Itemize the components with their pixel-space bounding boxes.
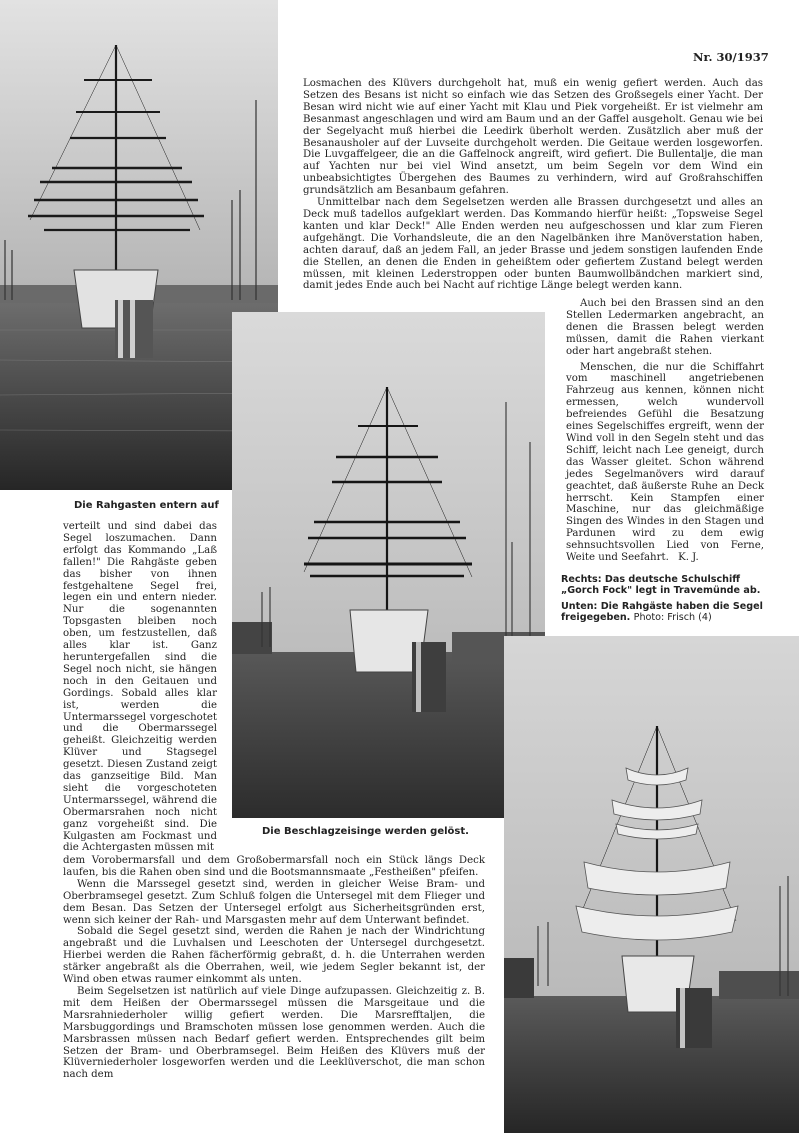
- text-block-left: [63, 521, 217, 854]
- paragraph: Sobald die Segel gesetzt sind, werden die Rahen je nach der Windrichtung angebraßt und die Luvhalsen und Leeschoten der Untersegel durchgesetzt. Hierbei werden die Rahen fächerförmig gebraßt, d. h. die Unterrahen werden stärker angebraßt als die Oberrahen, weil, wie jedem Segler bekannt ist, der Wind oben etwas raumer einkommt als unten.: [63, 926, 485, 986]
- caption-beschlagzeisinge: Die Beschlagzeisinge werden gelöst.: [262, 826, 469, 837]
- paragraph: Unmittelbar nach dem Segelsetzen werden alle Brassen durchgesetzt und alles an Deck muß tadellos aufgeklart werden. Das Kommando hierfür heißt: „Topsweise Segel kanten und klar Deck!" Alle Enden werden neu aufgeschossen und klar zum Fieren aufgehängt. Die Vorhandsleute, die an den Nagelbänken ihre Manöverstation haben, achten darauf, daß an jedem Fall, an jeder Brasse und jedem sonstigen laufenden Ende die Stellen, an denen die Enden in geheißtem oder gefiertem Zustand belegt werden müssen, mit kleinen Lederstroppen oder bunten Baumwollbändchen markiert sind, damit jedes Ende auch bei Nacht auf richtige Länge belegt werden kann.: [303, 197, 763, 292]
- photo-beschlagzeisinge: [232, 312, 545, 818]
- paragraph: Wenn die Marssegel gesetzt sind, werden in gleicher Weise Bram- und Oberbramsegel gesetzt. Zum Schluß folgen die Untersegel mit dem Flieger und dem Besan. Das Setzen der Untersegel erfolgt aus Sicherheitsgründen erst, wenn sich keiner der Rah- und Marsgasten mehr auf dem Unterwant befindet.: [63, 878, 485, 926]
- caption-rechts: Rechts: Das deutsche Schulschiff „Gorch Fock" legt in Travemünde ab.: [561, 574, 761, 596]
- paragraph-text: Menschen, die nur die Schiffahrt vom maschinell angetriebenen Fahrzeug aus kennen, können nicht ermessen, welch wundervoll befreiendes Gefühl die Besatzung eines Segelschiffes ergreift, wenn der Wind voll in den Segeln steht und das Schiff, leicht nach Lee geneigt, durch das Wasser gleitet. Schon während jedes Segelmanövers wird darauf geachtet, daß äußerste Ruhe an Deck herrscht. Kein Stampfen einer Maschine, nur das gleichmäßige Singen des Windes in den Stagen und Pardunen wird zu dem ewig sehnsuchtsvollen Lied von Ferne, Weite und Seefahrt.: [566, 361, 764, 564]
- paragraph: Beim Segelsetzen ist natürlich auf viele Dinge aufzupassen. Gleichzeitig z. B. mit dem Heißen der Obermarssegel müssen die Marsgeitaue und die Marsrahniederholer willig gefiert werden. Die Marsrefftaljen, die Marsbuggordings und Bramschoten müssen lose genommen werden. Auch die Marsbrassen müssen nach Bedarf gefiert werden. Entsprechendes gilt beim Setzen der Bram- und Oberbramsegel. Beim Heißen des Klüvers muß der Klüverniederholer losgeworfen werden und die Leeklüverschot, die man schon nach dem: [63, 985, 485, 1081]
- page-number: Nr. 30/1937: [693, 50, 769, 64]
- text-block-right: [566, 298, 764, 564]
- caption-rahgasten: Die Rahgasten entern auf: [74, 500, 219, 511]
- paragraph: Auch bei den Brassen sind an den Stellen Ledermarken angebracht, an denen die Brassen belegt werden müssen, damit die Rahen vierkant oder hart angebraßt stehen.: [566, 298, 764, 357]
- paragraph: verteilt und sind dabei das Segel loszumachen. Dann erfolgt das Kommando „Laß fallen!" Die Rahgäste geben das bisher von ihnen festgehaltene Segel frei, legen ein und entern nieder. Nur die sogenannten Topsgasten bleiben noch oben, um festzustellen, daß alles klar ist. Ganz heruntergefallen sind die Segel noch nicht, sie hängen noch in den Geitauen und Gordings. Sobald alles klar ist, werden die Untermarssegel vorgeschotet und die Obermarssegel geheißt. Gleichzeitig werden Klüver und Stagsegel gesetzt. Diesen Zustand zeigt das ganzseitige Bild. Man sieht die vorgeschoteten Untermarssegel, während die Obermarsrahen noch nicht ganz vorgeheißt sind. Die Kulgasten am Fockmast und die Achtergasten müssen mit: [63, 521, 217, 854]
- caption-unten: [561, 601, 766, 623]
- paragraph: dem Vorobermarsfall und dem Großobermarsfall noch ein Stück längs Deck laufen, bis die Rahen oben sind und die Bootsmannsmaate „Festheißen" pfeifen.: [63, 855, 485, 878]
- paragraph: Losmachen des Klüvers durchgeholt hat, muß ein wenig gefiert werden. Auch das Setzen des Besans ist nicht so einfach wie das Setzen des Großsegels einer Yacht. Der Besan wird nicht wie auf einer Yacht mit Klau und Piek vorgeheißt. Er ist vielmehr am Besanmast angeschlagen und wird am Baum und an der Gaffel ausgeholt. Genau wie bei der Segelyacht muß hierbei die Leedirk überholt werden. Zusätzlich aber muß der Besanausholer auf der Luvseite durchgeholt werden. Die Geitaue werden losgeworfen. Die Luvgaffelgeer, die an die Gaffelnock angreift, wird gefiert. Die Bullentalje, die man auf Yachten nur bei viel Wind ansetzt, um beim Segeln vor dem Wind ein unbeabsichtigtes Übergehen des Baumes zu verhindern, wird auf Großrahschiffen grundsätzlich am Besanbaum gefahren.: [303, 78, 763, 197]
- photo-credit: Photo: Frisch (4): [633, 612, 712, 623]
- text-block-top: [303, 78, 763, 292]
- caption-unten-text: Unten: Die Rahgäste haben die Segel freigegeben.: [561, 601, 763, 623]
- paragraph: [566, 362, 764, 564]
- photo-segel-freigegeben: [504, 636, 799, 1133]
- text-block-bottom: [63, 855, 485, 1081]
- author-signature: K. J.: [678, 552, 699, 564]
